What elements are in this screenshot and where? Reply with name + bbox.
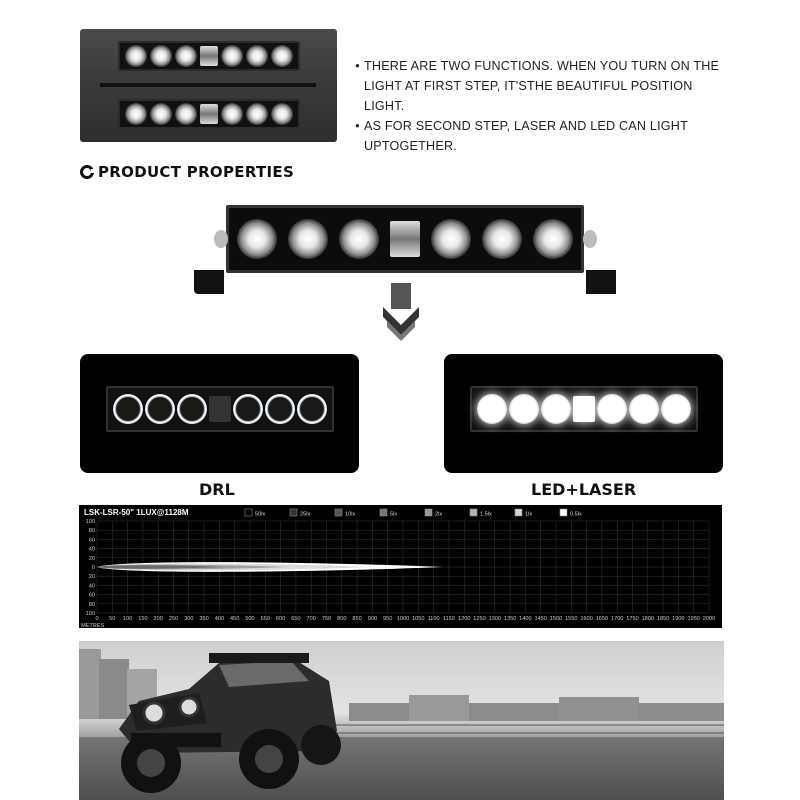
x-tick-label: 1750 <box>626 616 639 622</box>
light-bar-drl <box>106 386 334 432</box>
y-tick-label: 80 <box>88 528 95 535</box>
led-lamp <box>533 219 573 259</box>
x-tick-label: 0 <box>95 616 99 622</box>
bracket-knob-left <box>214 230 228 248</box>
light-bar-laser <box>470 386 698 432</box>
laser-mode-photo <box>444 354 723 473</box>
x-tick-label: 700 <box>306 616 316 622</box>
feature-description <box>355 56 735 156</box>
x-tick-label: 1100 <box>427 616 440 622</box>
x-tick-label: 2000 <box>702 616 716 622</box>
y-tick-label: 60 <box>88 537 95 544</box>
x-tick-label: 200 <box>153 616 163 622</box>
laser-module <box>209 396 231 422</box>
y-tick-label: 0 <box>91 565 95 571</box>
led-lamp-lit <box>541 394 571 424</box>
halo-ring <box>297 394 327 424</box>
x-tick-label: 250 <box>168 616 179 622</box>
feature-bullet: ● AS FOR SECOND STEP, LASER AND LED CAN LIGHT UPTOGETHER. <box>355 116 735 156</box>
x-tick-label: 1800 <box>641 616 655 622</box>
beam-pattern-chart <box>79 505 722 628</box>
led-lamp <box>246 103 268 125</box>
chevron-down-icon <box>383 283 419 341</box>
x-tick-label: 650 <box>291 616 301 622</box>
jeep-illustration <box>79 641 724 800</box>
x-tick-label: 1300 <box>488 616 502 622</box>
x-tick-label: 1550 <box>565 616 578 622</box>
y-tick-label: 60 <box>88 592 95 599</box>
halo-ring <box>265 394 295 424</box>
x-tick-label: 1700 <box>610 616 624 622</box>
x-tick-label: 1500 <box>549 616 563 622</box>
y-tick-label: 80 <box>88 601 95 608</box>
x-tick-label: 1450 <box>534 616 547 622</box>
led-lamp <box>288 219 328 259</box>
legend-label: 1.5lx <box>480 511 492 518</box>
x-tick-label: 1000 <box>396 616 410 622</box>
led-lamp <box>221 45 243 67</box>
beam-chart-svg <box>79 505 722 628</box>
halo-ring <box>233 394 263 424</box>
led-lamp <box>175 103 197 125</box>
dual-mode-photo <box>80 29 337 142</box>
legend-swatch <box>245 509 252 516</box>
legend-swatch <box>560 509 567 516</box>
x-tick-label: 1650 <box>595 616 609 622</box>
drl-label: DRL <box>199 480 235 499</box>
x-tick-label: 750 <box>321 616 332 622</box>
halo-ring <box>145 394 175 424</box>
led-lamp <box>271 103 293 125</box>
x-tick-label: 1050 <box>412 616 425 622</box>
led-lamp <box>431 219 471 259</box>
led-lamp-lit <box>597 394 627 424</box>
led-lamp <box>482 219 522 259</box>
x-axis-label: METRES <box>81 623 105 628</box>
legend-swatch <box>515 509 522 516</box>
led-lamp <box>237 219 277 259</box>
led-lamp-lit <box>661 394 691 424</box>
legend-label: 1lx <box>525 511 533 518</box>
laser-module <box>200 46 218 66</box>
led-lamp <box>221 103 243 125</box>
led-lamp-lit <box>629 394 659 424</box>
x-tick-label: 1950 <box>687 616 700 622</box>
y-tick-label: 40 <box>88 546 95 553</box>
led-lamp <box>271 45 293 67</box>
led-lamp <box>150 45 172 67</box>
legend-swatch <box>470 509 477 516</box>
x-tick-label: 450 <box>230 616 240 622</box>
chart-title: LSK-LSR-50" 1LUX@1128M <box>84 508 189 517</box>
x-tick-label: 100 <box>122 616 133 622</box>
x-tick-label: 800 <box>337 616 347 622</box>
halo-ring <box>177 394 207 424</box>
y-tick-label: 40 <box>88 583 95 590</box>
vehicle-photo <box>79 641 724 800</box>
x-tick-label: 150 <box>138 616 148 622</box>
section-title: PRODUCT PROPERTIES <box>98 163 295 181</box>
led-lamp <box>246 45 268 67</box>
section-header <box>80 163 294 181</box>
led-lamp <box>175 45 197 67</box>
led-lamp <box>150 103 172 125</box>
light-bar-position-mode <box>118 41 300 71</box>
legend-label: 10lx <box>345 511 356 518</box>
x-tick-label: 1200 <box>457 616 471 622</box>
x-tick-label: 1350 <box>503 616 517 622</box>
x-tick-label: 1150 <box>442 616 455 622</box>
legend-swatch <box>335 509 342 516</box>
light-bar-product <box>226 205 584 273</box>
laser-module-lit <box>573 396 595 422</box>
x-tick-label: 550 <box>260 616 270 622</box>
y-tick-label: 100 <box>85 519 95 525</box>
led-lamp-lit <box>509 394 539 424</box>
legend-label: 50lx <box>255 511 266 518</box>
x-tick-label: 300 <box>184 616 194 622</box>
led-lamp <box>125 45 147 67</box>
x-tick-label: 1400 <box>519 616 532 622</box>
x-tick-label: 950 <box>383 616 393 622</box>
x-tick-label: 850 <box>352 616 362 622</box>
roof-light-bar <box>209 653 309 663</box>
led-lamp <box>125 103 147 125</box>
x-tick-label: 1900 <box>672 616 685 622</box>
x-tick-label: 1600 <box>580 616 593 622</box>
x-tick-label: 350 <box>199 616 209 622</box>
legend-swatch <box>290 509 297 516</box>
mount-bracket-left <box>194 270 224 294</box>
x-tick-label: 50 <box>109 616 116 622</box>
laser-label: LED+LASER <box>531 480 637 499</box>
legend-swatch <box>425 509 432 516</box>
mount-rail <box>100 83 316 87</box>
x-tick-label: 1850 <box>656 616 670 622</box>
legend-swatch <box>380 509 387 516</box>
laser-module <box>390 221 420 257</box>
feature-bullet: ● THERE ARE TWO FUNCTIONS. WHEN YOU TURN ON THE LIGHT AT FIRST STEP, IT'STHE BEAUTIFUL POSITION LIGHT. <box>355 56 735 116</box>
x-tick-label: 1250 <box>473 616 486 622</box>
x-tick-label: 900 <box>367 616 378 622</box>
cycle-icon <box>80 165 94 179</box>
x-tick-label: 400 <box>214 616 225 622</box>
halo-ring <box>113 394 143 424</box>
legend-label: 25lx <box>300 511 311 518</box>
x-tick-label: 500 <box>245 616 255 622</box>
light-bar-laser-mode <box>118 99 300 129</box>
x-tick-label: 600 <box>275 616 286 622</box>
led-lamp <box>339 219 379 259</box>
y-tick-label: 100 <box>85 611 95 617</box>
bracket-knob-right <box>583 230 597 248</box>
laser-module <box>200 104 218 124</box>
legend-label: 0.5lx <box>570 511 582 518</box>
drl-mode-photo <box>80 354 359 473</box>
y-tick-label: 20 <box>88 555 95 562</box>
led-lamp-lit <box>477 394 507 424</box>
mount-bracket-right <box>586 270 616 294</box>
legend-label: 2lx <box>435 511 443 518</box>
y-tick-label: 20 <box>88 574 95 581</box>
legend-label: 5lx <box>390 511 398 518</box>
